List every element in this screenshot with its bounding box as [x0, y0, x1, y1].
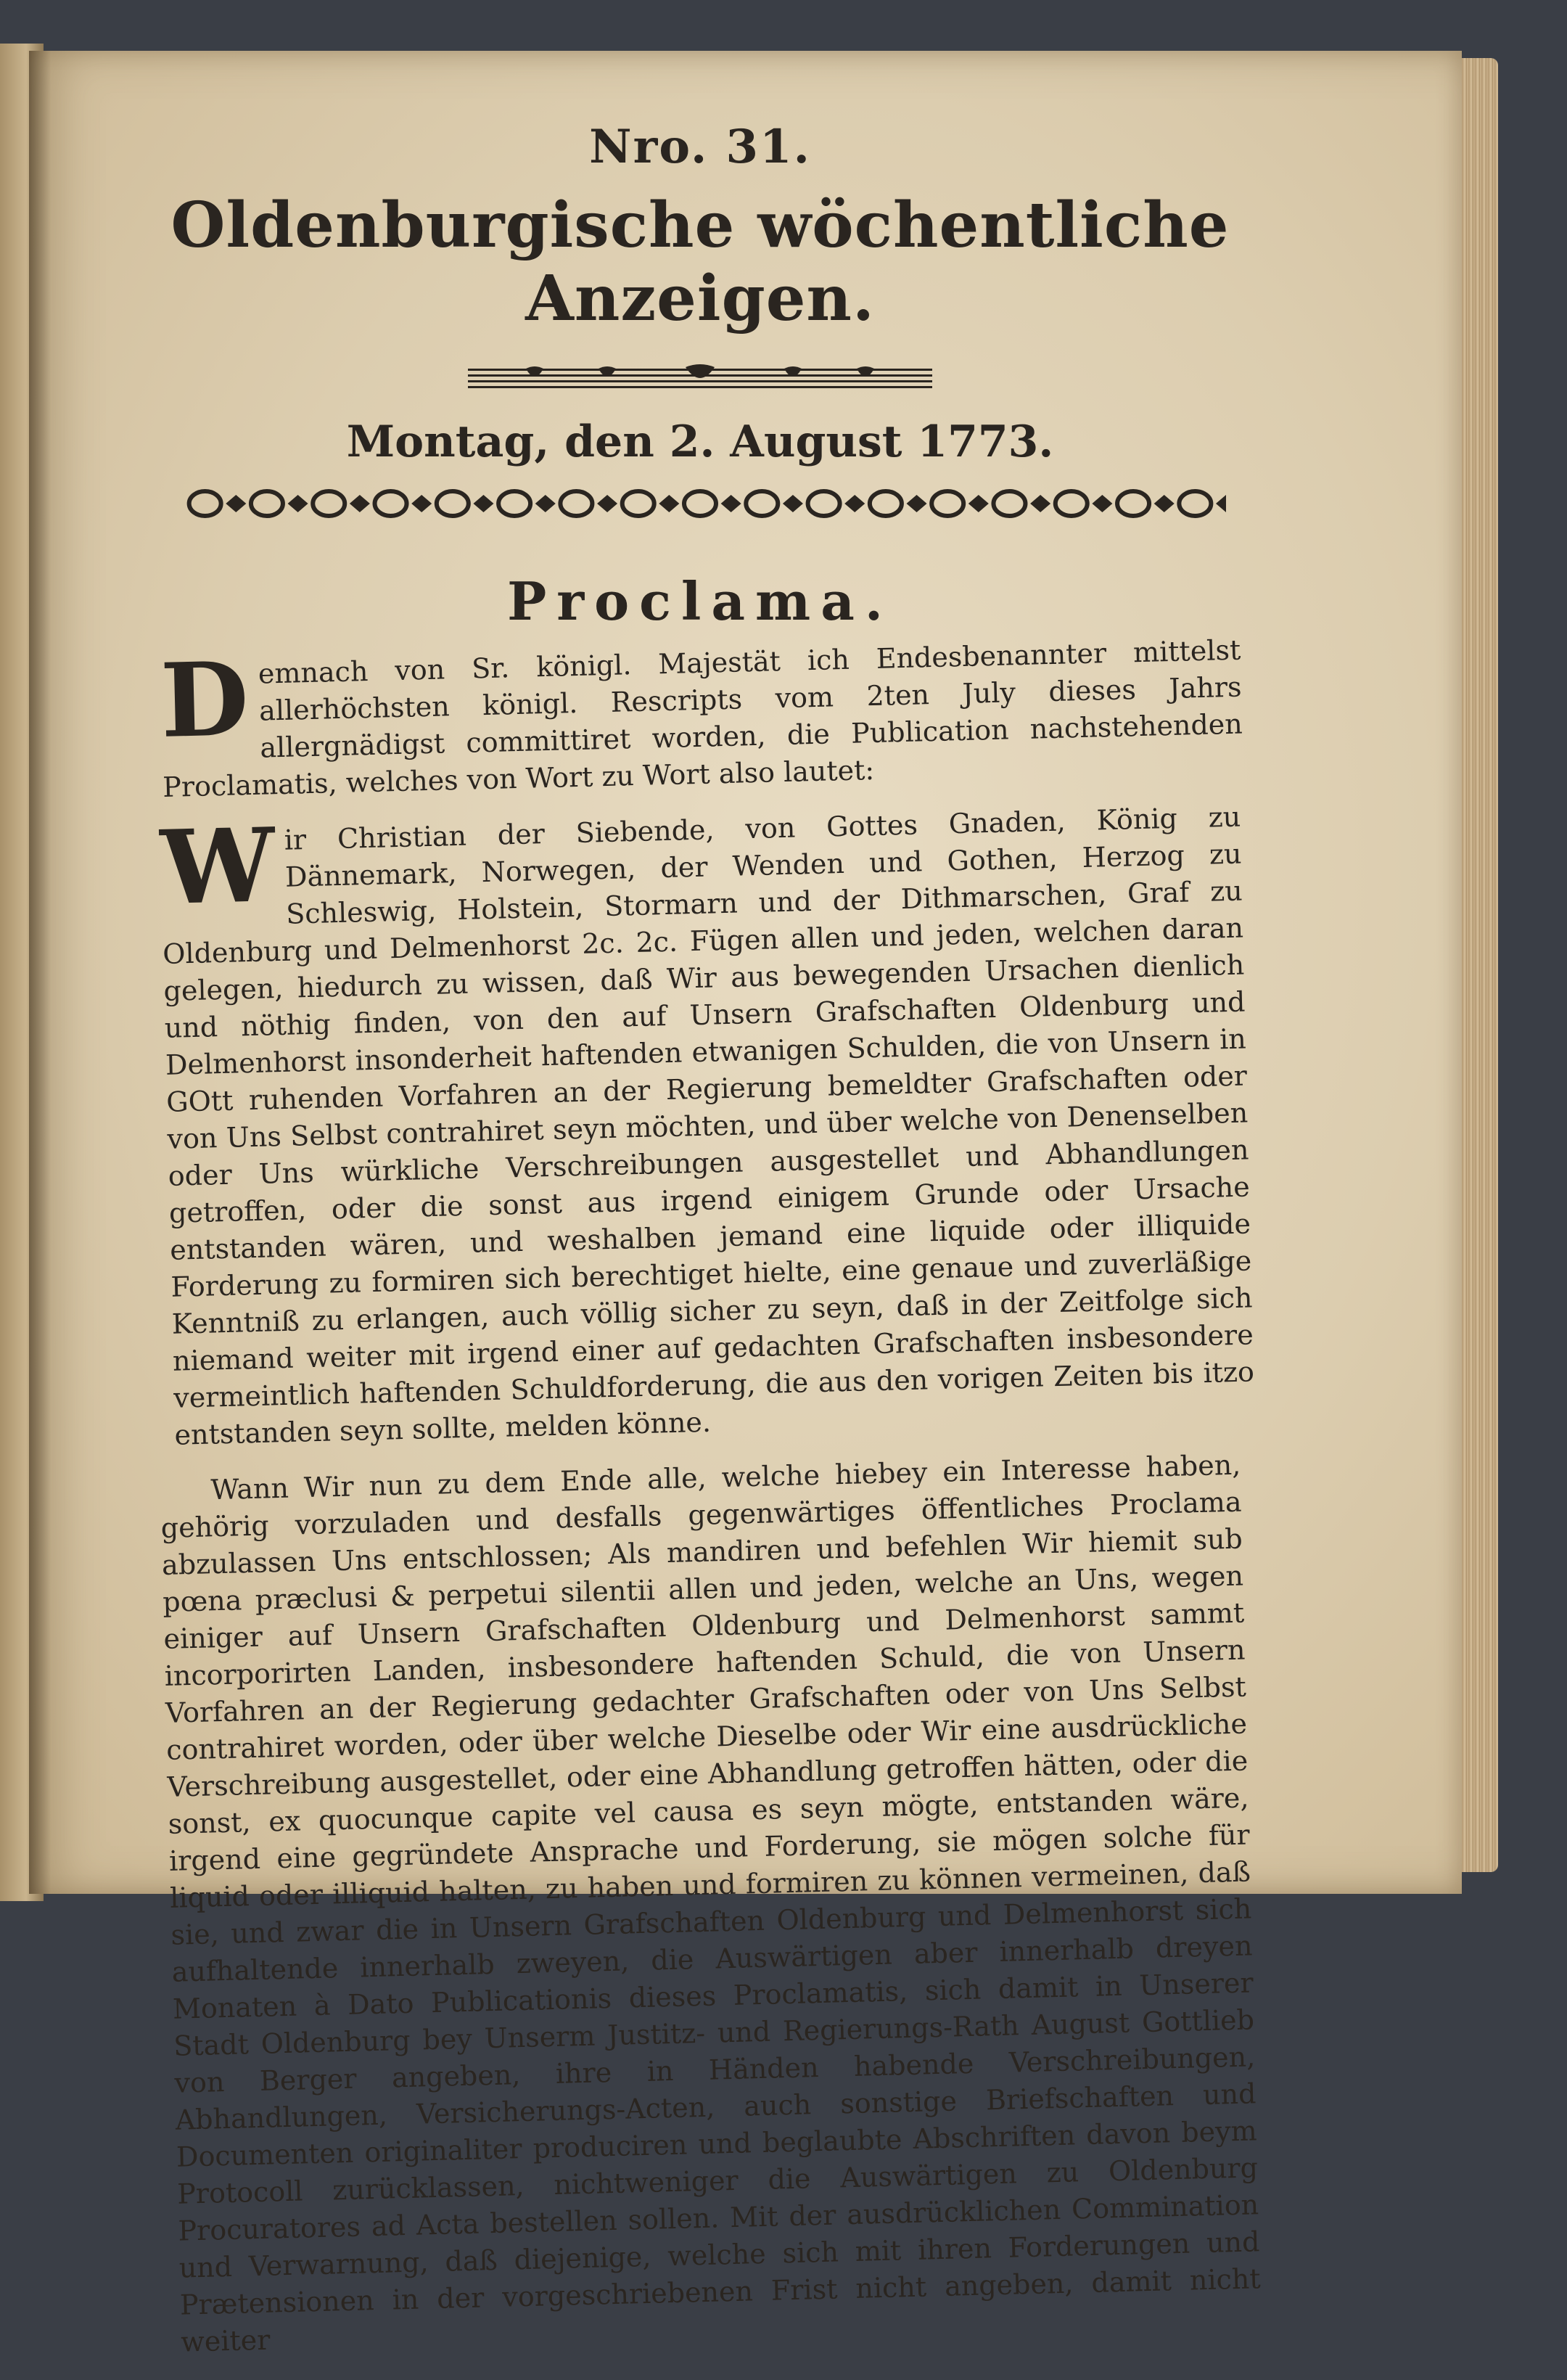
drop-cap: W	[159, 806, 276, 928]
section-heading: Proclama.	[507, 570, 893, 632]
proclamation-paragraph	[160, 799, 1256, 1454]
mandate-paragraph	[160, 1447, 1262, 2361]
intro-paragraph	[160, 632, 1244, 806]
issue-number: Nro. 31.	[589, 120, 811, 174]
paragraph-text: Wann Wir nun zu dem Ende alle, welche hiebey ein Interesse haben, gehörig vorzuladen und desfalls gegenwärtiges öffentliches Proclama abzulassen Uns entschlossen; Als mandiren und befehlen Wir hiemit sub pœna præclusi & perpetui silentii allen und jeden, welche an Uns, wegen einiger auf Unsern Grafschaften Oldenburg und Delmenhorst sammt incorporirten Landen, insbesondere haftenden Schuld, die von Unsern Vorfahren an der Regierung gedachter Grafschaften oder von Uns Selbst contrahiret worden, oder über welche Dieselbe oder Wir eine ausdrückliche Verschreibung ausgestellet, oder eine Abhandlung getroffen hätten, oder die sonst, ex quocunque capite vel causa es seyn mögte, entstanden wäre, irgend eine gegründete Ansprache und Forderung, sie mögen solche für liquid oder illiquid halten, zu haben und formiren zu können vermeinen, daß sie, und zwar die in Unsern Grafschaften Oldenburg und Delmenhorst sich aufhaltende innerhalb zweyen, die Auswärtigen aber innerhalb dreyen Monaten à Dato Publicationis dieses Proclamatis, sich damit in Unserer Stadt Oldenburg bey Unserm Justitz- und Regierungs-Rath August Gottlieb von Berger angeben, ihre in Händen habende Verschreibungen, Abhandlungen, Versicherungs-Acten, auch sonstige Briefschaften und Documenten originaliter produciren und beglaubte Abschriften davon beym Protocoll zurücklassen, nichtweniger die Auswärtigen zu Oldenburg Procuratores ad Acta bestellen sollen. Mit der ausdrücklichen Commination und Verwarnung, daß diejenige, welche sich mit ihren Forderungen und Prætensionen in der vorgeschriebenen Frist nicht angeben, damit nicht weiter	[160, 1448, 1262, 2358]
paragraph-text: emnach von Sr. königl. Majestät ich Endesbenannter mittelst allerhöchsten königl. Rescripts vom 2ten July dieses Jahrs allergnädigst committiret worden, die Publication nachstehenden Proclamatis, welches von Wort zu Wort also lautet:	[162, 633, 1243, 803]
paragraph-text: ir Christian der Siebende, von Gottes Gnaden, König zu Dännemark, Norwegen, der Wenden und Gothen, Herzog zu Schleswig, Holstein, Stormarn und der Dithmarschen, Graf zu Oldenburg und Delmenhorst 2c. 2c. Fügen allen und jeden, welchen daran gelegen, hiedurch zu wissen, daß Wir aus bewegenden Ursachen dienlich und nöthig finden, von den auf Unsern Grafschaften Oldenburg und Delmenhorst insonderheit haftenden etwanigen Schulden, die von Unsern in GOtt ruhenden Vorfahren an der Regierung bemeldter Grafschaften oder von Uns Selbst contrahiret seyn möchten, und über welche von Denenselben oder Uns würkliche Verschreibungen ausgestellet und Abhandlungen getroffen, oder die sonst aus irgend einigem Grunde oder Ursache entstanden wären, und weshalben jemand eine liquide oder illiquide Forderung zu formiren sich berechtiget hielte, eine genaue und zuverläßige Kenntniß zu erlangen, auch völlig sicher zu seyn, daß in der Zeitfolge sich niemand weiter mit irgend einer auf gedachten Grafschaften insbesondere vermeintlich haftenden Schuldforderung, die aus den vorigen Zeiten bis itzo entstanden seyn sollte, melden könne.	[162, 800, 1255, 1451]
issue-date: Montag, den 2. August 1773.	[346, 416, 1054, 467]
drop-cap: D	[159, 640, 250, 761]
book-gutter	[29, 51, 51, 1894]
newspaper-title: Oldenburgische wöchentliche Anzeigen.	[170, 189, 1230, 335]
title-rule-ornament	[468, 363, 932, 392]
decorative-border	[174, 488, 1226, 520]
page-content	[159, 120, 1262, 2380]
